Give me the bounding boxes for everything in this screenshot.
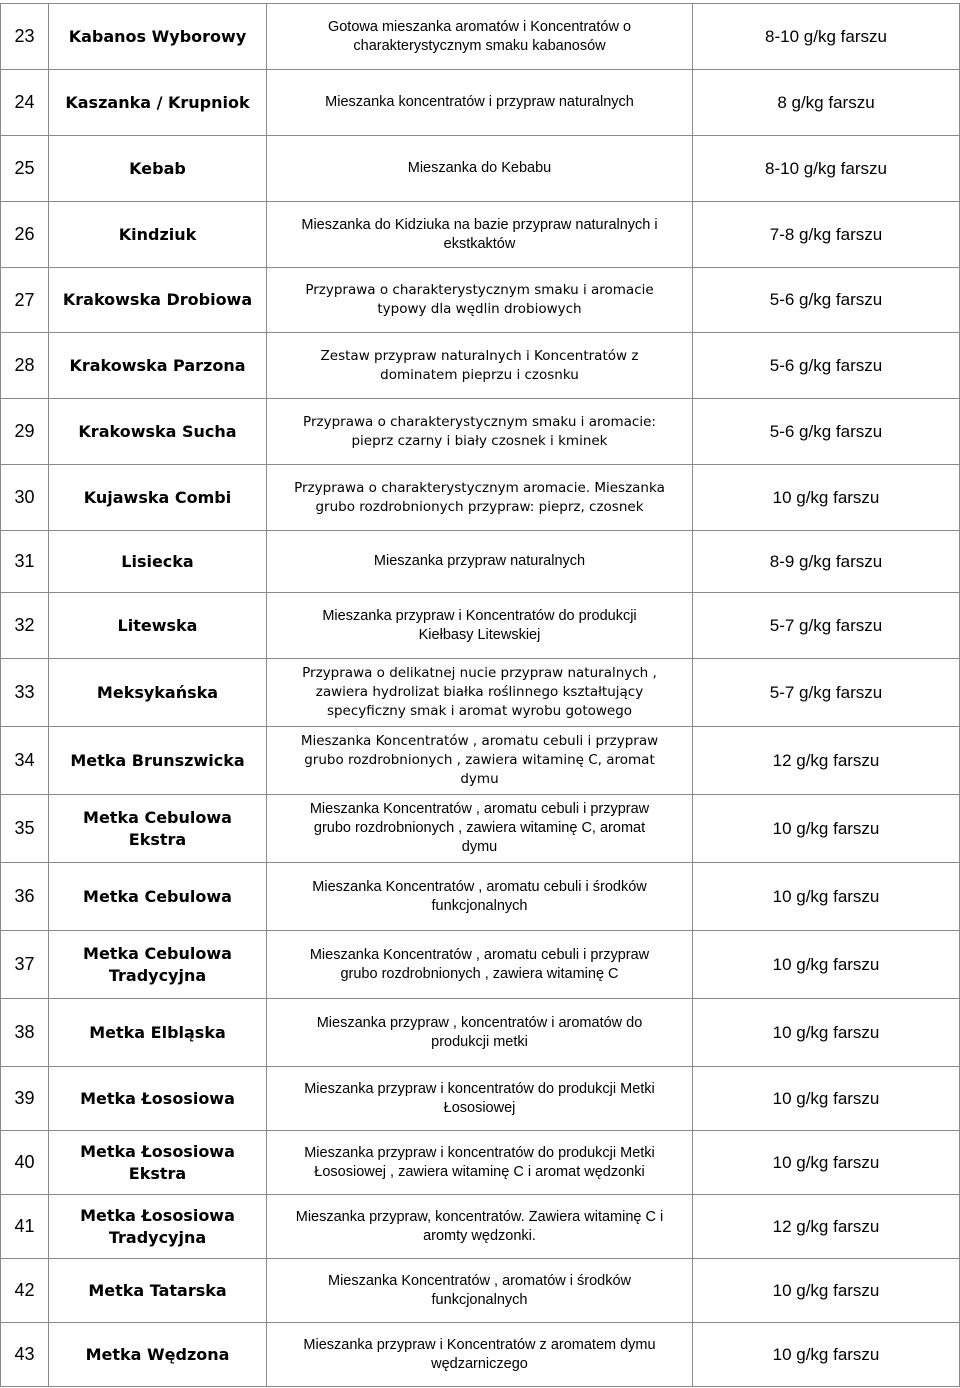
row-number: 42 — [1, 1259, 49, 1323]
product-description — [267, 202, 693, 268]
dosage: 5-6 g/kg farszu — [693, 399, 960, 465]
product-description — [267, 727, 693, 795]
table-row — [1, 1067, 960, 1131]
table-row — [1, 399, 960, 465]
product-description — [267, 465, 693, 531]
product-description — [267, 931, 693, 999]
dosage: 10 g/kg farszu — [693, 999, 960, 1067]
product-name — [49, 70, 267, 136]
product-name-line: Krakowska Drobiowa — [62, 290, 253, 309]
table-row — [1, 4, 960, 70]
product-description — [267, 70, 693, 136]
description-line: specyficzny smak i aromat wyrobu gotowego — [326, 703, 633, 719]
product-description — [267, 531, 693, 593]
product-name-line: Metka Wędzona — [85, 1344, 230, 1364]
product-name — [49, 465, 267, 531]
table-row — [1, 333, 960, 399]
table-row — [1, 268, 960, 333]
description-line: grubo rozdrobnionych , zawiera witaminę C, aromat — [313, 820, 646, 836]
row-number: 29 — [1, 399, 49, 465]
row-number: 43 — [1, 1323, 49, 1387]
product-name-line: Lisiecka — [121, 551, 194, 571]
product-name — [49, 931, 267, 999]
description-line: Kiełbasy Litewskiej — [418, 626, 541, 643]
description-line: Mieszanka przypraw naturalnych — [373, 553, 586, 569]
description-line: Mieszanka przypraw i koncentratów do produkcji Metki — [304, 1144, 655, 1161]
description-line: Mieszanka do Kebabu — [407, 160, 552, 176]
description-line: Przyprawa o charakterystycznym aromacie. Mieszanka — [294, 479, 665, 496]
description-line: Gotowa mieszanka aromatów i Koncentratów o — [327, 18, 632, 35]
table-row — [1, 863, 960, 931]
product-name — [49, 268, 267, 333]
row-number: 35 — [1, 795, 49, 863]
dosage: 5-7 g/kg farszu — [693, 659, 960, 727]
product-description — [267, 659, 693, 727]
table-row — [1, 1323, 960, 1387]
product-name-line: Kaszanka / Krupniok — [65, 92, 250, 112]
product-name — [49, 1323, 267, 1387]
description-line: Łososiowej — [443, 1099, 516, 1116]
product-name — [49, 1259, 267, 1323]
dosage: 10 g/kg farszu — [693, 863, 960, 931]
product-name-line: Metka Cebulowa Ekstra — [83, 807, 232, 849]
row-number: 38 — [1, 999, 49, 1067]
description-line: Przyprawa o charakterystycznym smaku i aromacie: — [303, 413, 656, 430]
description-line: Łososiowej , zawiera witaminę C i aromat wędzonki — [314, 1163, 645, 1180]
product-description — [267, 863, 693, 931]
spice-blend-table — [0, 3, 960, 1387]
dosage: 5-6 g/kg farszu — [693, 268, 960, 333]
product-name-line: Krakowska Parzona — [69, 355, 246, 375]
product-description — [267, 999, 693, 1067]
product-name — [49, 531, 267, 593]
product-name-line: Tradycyjna — [108, 965, 207, 985]
table-row — [1, 659, 960, 727]
description-line: aromty wędzonki. — [423, 1227, 536, 1244]
product-name — [49, 1195, 267, 1259]
product-description — [267, 1067, 693, 1131]
row-number: 41 — [1, 1195, 49, 1259]
table-row — [1, 727, 960, 795]
dosage: 8 g/kg farszu — [693, 70, 960, 136]
description-line: dominatem pieprzu i czosnku — [380, 366, 579, 383]
description-line: Mieszanka przypraw i Koncentratów do produkcji — [322, 607, 637, 624]
dosage: 8-9 g/kg farszu — [693, 531, 960, 593]
product-description — [267, 136, 693, 202]
row-number: 36 — [1, 863, 49, 931]
product-name-line: Metka Cebulowa — [83, 943, 232, 963]
product-name-line: Metka Tatarska — [88, 1280, 227, 1300]
product-description — [267, 4, 693, 70]
row-number: 23 — [1, 4, 49, 70]
dosage: 10 g/kg farszu — [693, 1323, 960, 1387]
row-number: 30 — [1, 465, 49, 531]
product-name-line: Metka Łososiowa — [80, 1205, 235, 1225]
product-description — [267, 593, 693, 659]
dosage: 8-10 g/kg farszu — [693, 4, 960, 70]
product-name — [49, 863, 267, 931]
row-number: 27 — [1, 268, 49, 333]
dosage: 5-7 g/kg farszu — [693, 593, 960, 659]
table-row — [1, 531, 960, 593]
product-name — [49, 399, 267, 465]
table-row — [1, 999, 960, 1067]
description-line: Mieszanka przypraw, koncentratów. Zawiera witaminę C i — [295, 1208, 664, 1225]
row-number: 24 — [1, 70, 49, 136]
dosage: 8-10 g/kg farszu — [693, 136, 960, 202]
table-row — [1, 70, 960, 136]
product-description — [267, 268, 693, 333]
product-name — [49, 1131, 267, 1195]
table-row — [1, 136, 960, 202]
row-number: 31 — [1, 531, 49, 593]
row-number: 34 — [1, 727, 49, 795]
description-line: grubo rozdrobnionych , zawiera witaminę C — [340, 965, 619, 982]
product-name-line: Litewska — [117, 615, 198, 635]
product-name-line: Meksykańska — [96, 682, 219, 702]
product-name — [49, 795, 267, 863]
table-row — [1, 1195, 960, 1259]
dosage: 10 g/kg farszu — [693, 1067, 960, 1131]
dosage: 12 g/kg farszu — [693, 1195, 960, 1259]
product-description — [267, 333, 693, 399]
description-line: Mieszanka Koncentratów , aromatów i środków — [327, 1272, 632, 1289]
dosage: 5-6 g/kg farszu — [693, 333, 960, 399]
description-line: Przyprawa o charakterystycznym smaku i aromacie — [305, 282, 654, 298]
description-line: Mieszanka do Kidziuka na bazie przypraw naturalnych i — [301, 216, 658, 233]
product-name — [49, 1067, 267, 1131]
product-name-line: Metka Brunszwicka — [70, 750, 245, 770]
description-line: Mieszanka koncentratów i przypraw naturalnych — [325, 94, 634, 110]
table-row — [1, 1131, 960, 1195]
product-name-line: Kebab — [129, 158, 186, 178]
table-row — [1, 931, 960, 999]
product-name — [49, 999, 267, 1067]
description-line: Mieszanka przypraw , koncentratów i aromatów do — [316, 1014, 643, 1031]
description-line: wędzarniczego — [431, 1355, 528, 1372]
product-name — [49, 659, 267, 727]
product-name — [49, 333, 267, 399]
dosage: 12 g/kg farszu — [693, 727, 960, 795]
description-line: funkcjonalnych — [431, 1291, 528, 1308]
description-line: funkcjonalnych — [431, 897, 528, 914]
product-name-line: Kujawska Combi — [83, 487, 232, 507]
description-line: grubo rozdrobnionych przypraw: pieprz, czosnek — [315, 498, 644, 515]
description-line: dymu — [460, 771, 499, 787]
dosage: 10 g/kg farszu — [693, 465, 960, 531]
row-number: 25 — [1, 136, 49, 202]
row-number: 33 — [1, 659, 49, 727]
product-description — [267, 1323, 693, 1387]
product-description — [267, 795, 693, 863]
description-line: Przyprawa o delikatnej nucie przypraw naturalnych , — [302, 665, 657, 681]
table-row — [1, 593, 960, 659]
product-description — [267, 1131, 693, 1195]
product-name-line: Krakowska Sucha — [78, 421, 237, 441]
description-line: Mieszanka Koncentratów , aromatu cebuli i przypraw — [309, 801, 650, 817]
row-number: 28 — [1, 333, 49, 399]
product-name — [49, 727, 267, 795]
product-description — [267, 1195, 693, 1259]
product-name-line: Metka Łososiowa — [80, 1141, 235, 1161]
product-name-line: Kindziuk — [118, 224, 197, 244]
product-name-line: Metka Łososiowa — [80, 1088, 235, 1108]
description-line: zawiera hydrolizat białka roślinnego kształtujący — [315, 684, 644, 700]
table-row — [1, 465, 960, 531]
dosage: 10 g/kg farszu — [693, 1131, 960, 1195]
description-line: Mieszanka Koncentratów , aromatu cebuli i przypraw — [309, 946, 650, 963]
product-name-line: Kabanos Wyborowy — [68, 26, 247, 46]
table-row — [1, 795, 960, 863]
description-line: dymu — [461, 839, 498, 855]
row-number: 37 — [1, 931, 49, 999]
description-line: pieprz czarny i biały czosnek i kminek — [351, 432, 608, 449]
dosage: 10 g/kg farszu — [693, 795, 960, 863]
row-number: 40 — [1, 1131, 49, 1195]
dosage: 10 g/kg farszu — [693, 931, 960, 999]
product-name — [49, 202, 267, 268]
dosage: 7-8 g/kg farszu — [693, 202, 960, 268]
row-number: 39 — [1, 1067, 49, 1131]
description-line: typowy dla wędlin drobiowych — [377, 301, 582, 317]
row-number: 26 — [1, 202, 49, 268]
product-description — [267, 1259, 693, 1323]
description-line: Mieszanka Koncentratów , aromatu cebuli i środków — [312, 878, 647, 895]
description-line: Mieszanka przypraw i Koncentratów z aromatem dymu — [303, 1336, 656, 1353]
dosage: 10 g/kg farszu — [693, 1259, 960, 1323]
product-name-line: Ekstra — [128, 1163, 187, 1183]
description-line: produkcji metki — [431, 1033, 528, 1050]
product-name-line: Metka Elbląska — [89, 1022, 226, 1042]
product-name — [49, 136, 267, 202]
description-line: Zestaw przypraw naturalnych i Koncentratów z — [320, 347, 639, 364]
description-line: Mieszanka Koncentratów , aromatu cebuli i przypraw — [300, 733, 659, 749]
description-line: charakterystycznym smaku kabanosów — [353, 37, 606, 54]
row-number: 32 — [1, 593, 49, 659]
product-name-line: Tradycyjna — [108, 1227, 207, 1247]
table-body — [1, 4, 960, 1387]
product-name — [49, 593, 267, 659]
description-line: Mieszanka przypraw i koncentratów do produkcji Metki — [304, 1080, 655, 1097]
product-description — [267, 399, 693, 465]
description-line: grubo rozdrobnionych , zawiera witaminę C, aromat — [304, 752, 655, 768]
table-row — [1, 1259, 960, 1323]
table-row — [1, 202, 960, 268]
product-name — [49, 4, 267, 70]
product-name-line: Metka Cebulowa — [83, 886, 232, 906]
description-line: ekstkaktów — [443, 235, 516, 252]
